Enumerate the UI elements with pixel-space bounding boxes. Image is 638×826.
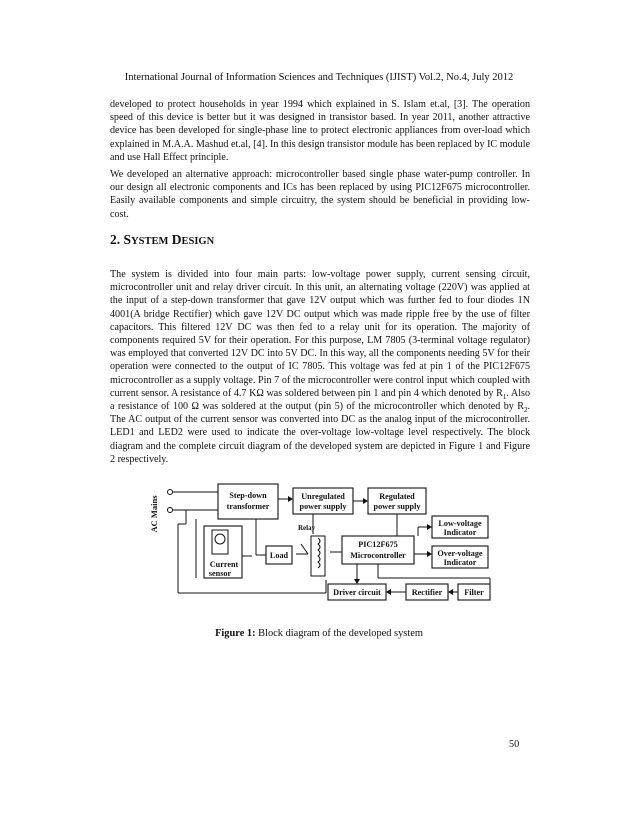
- regulated-label: power supply: [373, 502, 421, 511]
- low-voltage-label: Indicator: [443, 528, 477, 537]
- terminal-icon: [168, 490, 173, 495]
- over-voltage-label: Over-voltage: [437, 549, 483, 558]
- relay-label: Relay: [298, 524, 316, 532]
- block-diagram-svg: [148, 474, 493, 609]
- unregulated-label: power supply: [299, 502, 347, 511]
- driver-label: Driver circuit: [333, 588, 381, 597]
- load-label: Load: [269, 551, 289, 560]
- pic-label: PIC12F675: [358, 540, 398, 549]
- block-diagram: [148, 474, 493, 609]
- section-title-part: ESIGN: [181, 236, 215, 247]
- paragraph-1: developed to protect households in year 1994 which explained in S. Islam et.al, [3]. The operation speed of this device is better but it was designed in transistor based. In year 2011, another attractive device has been developed for single-phase line to protect electronic appliances from over-load which explained in M.A.A. Mashud et.al, [4]. In this design transistor module has been replaced by IC module and use Hall Effect principle.: [110, 99, 530, 163]
- regulated-label: Regulated: [379, 492, 415, 501]
- step-down-label: transformer: [226, 502, 270, 511]
- section-number: 2.: [110, 232, 121, 247]
- section-title-part: D: [171, 232, 182, 247]
- step-down-label: Step-down: [229, 491, 267, 500]
- figure-caption-text: Block diagram of the developed system: [255, 628, 423, 639]
- current-sensor-label: sensor: [208, 569, 232, 578]
- terminal-icon: [168, 508, 173, 513]
- paragraph-2: We developed an alternative approach: microcontroller based single phase water-pump controller. In our design all electronic components and ICs has been replaced by using PIC12F675 microcontroller. Easily available components and simple circuitry, the system should be beneficial in providing low-cost.: [110, 169, 530, 220]
- paragraph-3-text: . Also a resistance of 100 Ω was soldered at the output (pin 5) of the microcontroller which denoted by R: [110, 387, 530, 413]
- paragraph-3: [110, 268, 530, 466]
- pic-label: Microcontroller: [350, 551, 406, 560]
- running-header: International Journal of Information Sciences and Techniques (IJIST) Vol.2, No.4, July 2012: [124, 72, 514, 83]
- rectifier-label: Rectifier: [411, 588, 443, 597]
- subscript: 2: [523, 406, 528, 415]
- page-number: 50: [509, 739, 520, 750]
- figure-caption-label: Figure 1:: [215, 628, 256, 639]
- unregulated-label: Unregulated: [301, 492, 345, 501]
- low-voltage-label: Low-voltage: [438, 519, 482, 528]
- section-title-part: YSTEM: [131, 236, 169, 247]
- current-sensor-label: Current: [209, 560, 239, 569]
- ac-mains-label: AC Mains: [149, 495, 159, 533]
- section-title-part: S: [123, 232, 132, 247]
- filter-label: Filter: [464, 588, 484, 597]
- paragraph-3-text: . The AC output of the current sensor was converted into DC as the analog input of the microcontroller. LED1 and LED2 were used to indicate the over-voltage low-voltage level respectively. The block diagram and the complete circuit diagram of the developed system are depicted in Figure 1 and Figure 2 respectively.: [110, 401, 530, 465]
- subscript: 1: [502, 392, 507, 401]
- figure-caption: [0, 628, 638, 639]
- section-heading: [110, 232, 214, 248]
- paragraph-3-text: The system is divided into four main parts: low-voltage power supply, current sensing circuit, microcontroller unit and relay driver circuit. In this unit, an alternating voltage (220V) was applied at the input of a step-down transformer that gave 12V output which was further fed to four diodes 1N 4001(A bridge Rectifier) which gave 12V DC output which was made ripple free by the use of filter capacitors. This filtered 12V DC was then fed to a relay unit for its operation. The majority of components required 5V for their operation. For this purpose, LM 7805 (3-terminal voltage regulator) was employed that converted 12V DC into 5V DC. In this way, all the components needing 5V for their operation were connected to the output of IC 7805. This voltage was fed at pin 1 of the PIC12F675 microcontroller as a supply voltage. Pin 7 of the microcontroller were control input which coupled with current sensor. A resistance of 4.7 KΩ was soldered between pin 1 and pin 4 which denoted by R: [110, 269, 530, 399]
- over-voltage-label: Indicator: [443, 558, 477, 567]
